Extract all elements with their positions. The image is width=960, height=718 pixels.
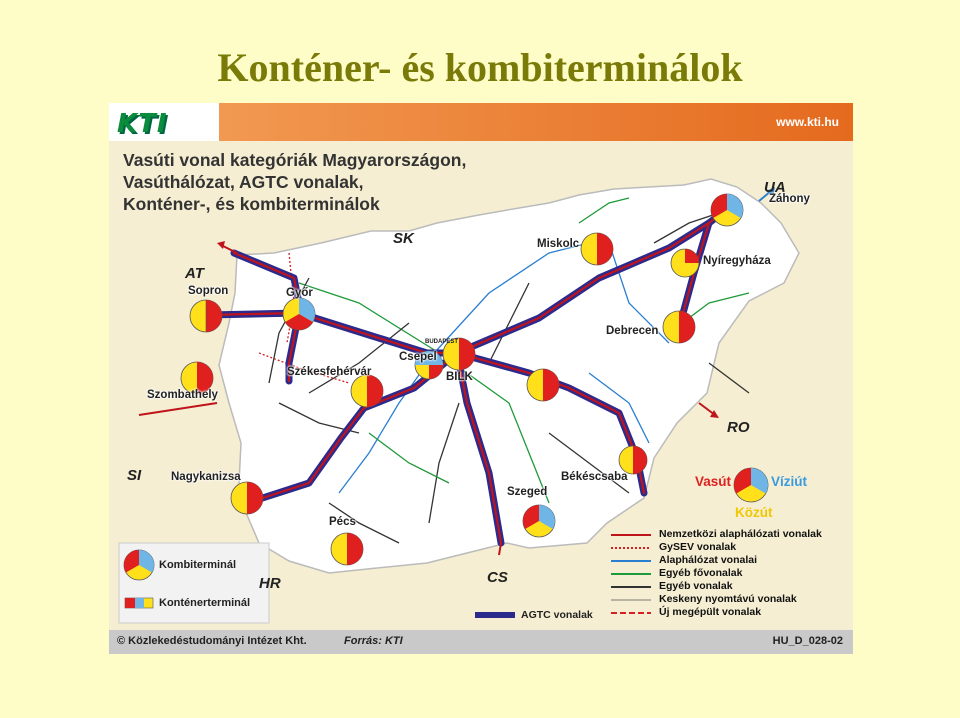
country-cs: CS (487, 569, 508, 586)
terminal-bekescsaba (619, 446, 647, 474)
city-debrecen: Debrecen (606, 325, 659, 337)
terminal-sopron (190, 300, 222, 332)
terminal-miskolc (581, 233, 613, 265)
footer-copyright: © Közlekedéstudományi Intézet Kht. (117, 635, 307, 647)
map-title-line1: Vasúti vonal kategóriák Magyarországon, (123, 150, 467, 170)
city-zahony: Záhony (769, 193, 810, 205)
city-szekesfehervar: Székesfehérvár (287, 366, 372, 378)
line-legend-4: Egyéb vonalak (659, 580, 733, 592)
line-legend-0: Nemzetközi alaphálózati vonalak (659, 528, 822, 540)
country-sk: SK (393, 230, 414, 247)
kontenerterminal-legend-label: Konténerterminál (159, 597, 251, 609)
city-sopron: Sopron (188, 285, 229, 297)
banner-bar (109, 103, 853, 141)
city-csepel: Csepel (399, 351, 437, 363)
city-budapest: BUDAPEST (425, 339, 459, 345)
kombiterminal-legend-icon (124, 550, 154, 580)
map-title (123, 149, 466, 215)
line-legend-3: Egyéb fővonalak (659, 567, 743, 579)
country-ua: UA (764, 179, 786, 196)
city-bilk: BILK (446, 371, 473, 383)
kti-logo: KTI (117, 109, 168, 139)
city-nagykanizsa: Nagykanizsa (171, 471, 241, 483)
map-figure (109, 103, 853, 654)
kombiterminal-legend-label: Kombiterminál (159, 559, 237, 571)
footer-source: Forrás: KTI (344, 635, 403, 647)
city-miskolc: Miskolc (537, 238, 580, 250)
terminal-debrecen (663, 311, 695, 343)
map-title-line2: Vasúthálózat, AGTC vonalak, (123, 172, 364, 192)
city-nyiregyhaza: Nyíregyháza (703, 255, 771, 267)
agtc-legend-label: AGTC vonalak (521, 609, 593, 621)
mode-legend-kozut: Közút (735, 505, 773, 520)
mode-legend-viziut: Víziút (771, 474, 807, 489)
line-legend-5: Keskeny nyomtávú vonalak (659, 593, 797, 605)
mode-legend-vasut: Vasút (695, 474, 732, 489)
terminal-zahony (711, 194, 743, 226)
terminal-szekesfehervar (351, 375, 383, 407)
mode-legend-pie (734, 468, 768, 502)
country-ro: RO (727, 419, 750, 436)
city-gyor: Győr (286, 287, 313, 299)
terminal-szeged (523, 505, 555, 537)
terminal-szolnok (527, 369, 559, 401)
map-title-line3: Konténer-, és kombiterminálok (123, 194, 380, 214)
city-szeged: Szeged (507, 486, 548, 498)
terminal-pecs (331, 533, 363, 565)
banner-url[interactable]: www.kti.hu (776, 115, 839, 129)
kontenerterminal-legend-icon (125, 598, 153, 608)
city-bekescsaba: Békéscsaba (561, 471, 628, 483)
country-si: SI (127, 467, 142, 484)
city-szombathely: Szombathely (147, 389, 218, 401)
terminal-nagykanizsa (231, 482, 263, 514)
footer-code: HU_D_028-02 (772, 635, 843, 647)
line-legend-1: GySEV vonalak (659, 541, 737, 553)
country-at: AT (185, 265, 204, 282)
slide-title: Konténer- és kombiterminálok (217, 45, 743, 90)
country-hr: HR (259, 575, 281, 592)
terminal-nyiregyhaza (671, 249, 699, 277)
line-legend-6: Új megépült vonalak (659, 606, 762, 618)
map-footer (109, 630, 853, 654)
terminal-gyor (283, 298, 315, 330)
line-legend-2: Alaphálózat vonalai (659, 554, 758, 566)
city-pecs: Pécs (329, 516, 356, 528)
